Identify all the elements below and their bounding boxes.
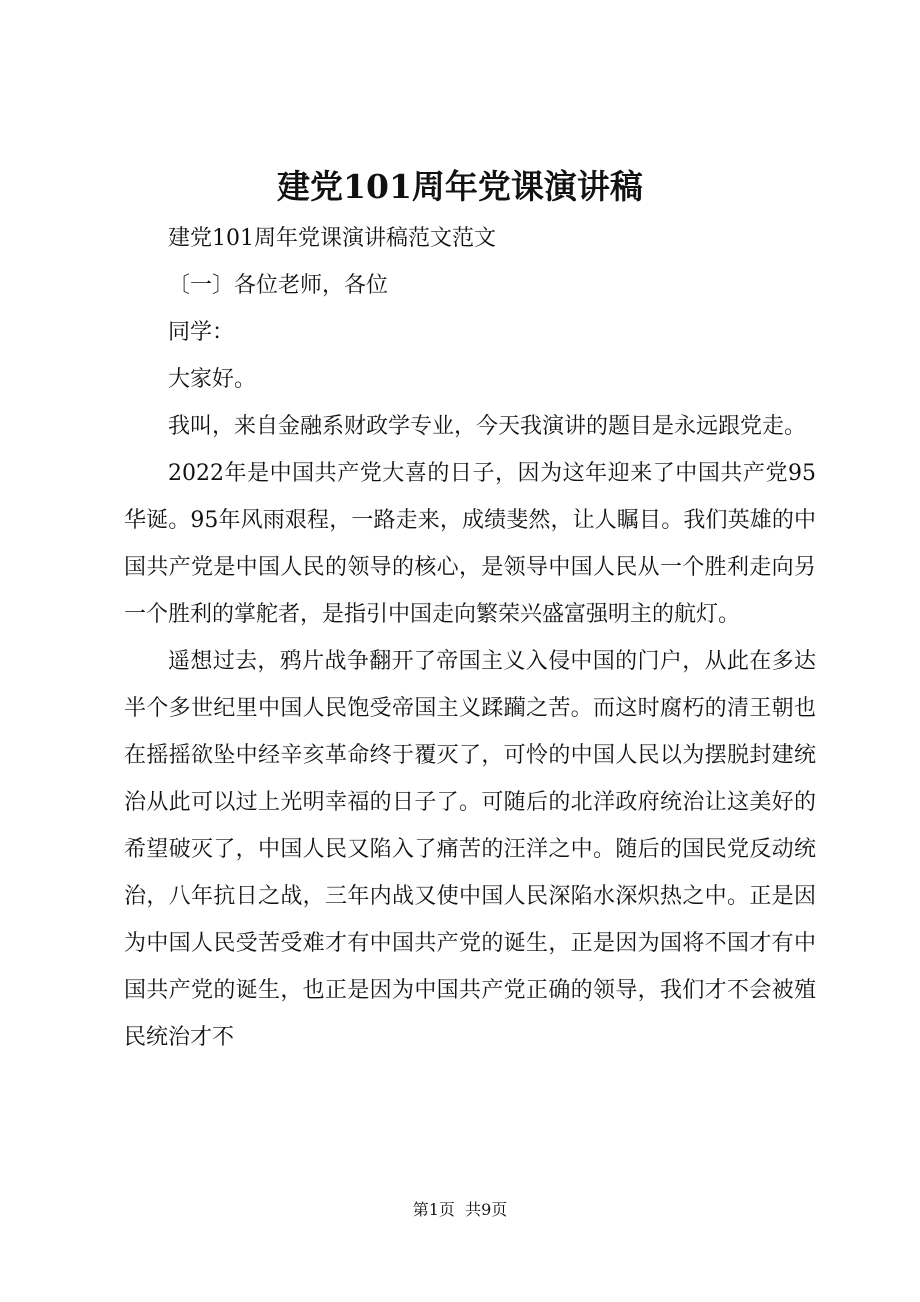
document-body: [124, 215, 816, 1061]
subtitle-paragraph: 建党101周年党课演讲稿范文范文: [168, 226, 496, 251]
salutation-continued-paragraph: 同学：: [168, 320, 235, 345]
page-footer: [0, 1198, 920, 1222]
salutation-paragraph: 〔一〕各位老师，各位: [168, 273, 389, 298]
greeting-paragraph: 大家好。: [168, 367, 257, 392]
page-number: 第1页: [412, 1200, 455, 1219]
anniversary-paragraph: 2022年是中国共产党大喜的日子，因为这年迎来了中国共产党95华诞。95年风雨艰程，一路走来，成绩斐然，让人瞩目。我们英雄的中国共产党是中国人民的领导的核心，是领导中国人民从一个胜利走向另一个胜利的掌舵者，是指引中国走向繁荣兴盛富强明主的航灯。: [124, 461, 816, 627]
introduction-paragraph: 我叫，来自金融系财政学专业，今天我演讲的题目是永远跟党走。: [168, 414, 807, 439]
history-paragraph: 遥想过去，鸦片战争翻开了帝国主义入侵中国的门户，从此在多达半个多世纪里中国人民饱受帝国主义蹂躏之苦。而这时腐朽的清王朝也在摇摇欲坠中经辛亥革命终于覆灭了，可怜的中国人民以为摆脱封建统治从此可以过上光明幸福的日子了。可随后的北洋政府统治让这美好的希望破灭了，中国人民又陷入了痛苦的汪洋之中。随后的国民党反动统治，八年抗日之战，三年内战又使中国人民深陷水深炽热之中。正是因为中国人民受苦受难才有中国共产党的诞生，正是因为国将不国才有中国共产党的诞生，也正是因为中国共产党正确的领导，我们才不会被殖民统治才不: [124, 649, 816, 1050]
document-title: 建党101周年党课演讲稿: [277, 167, 643, 206]
page-total: 共9页: [465, 1200, 508, 1219]
